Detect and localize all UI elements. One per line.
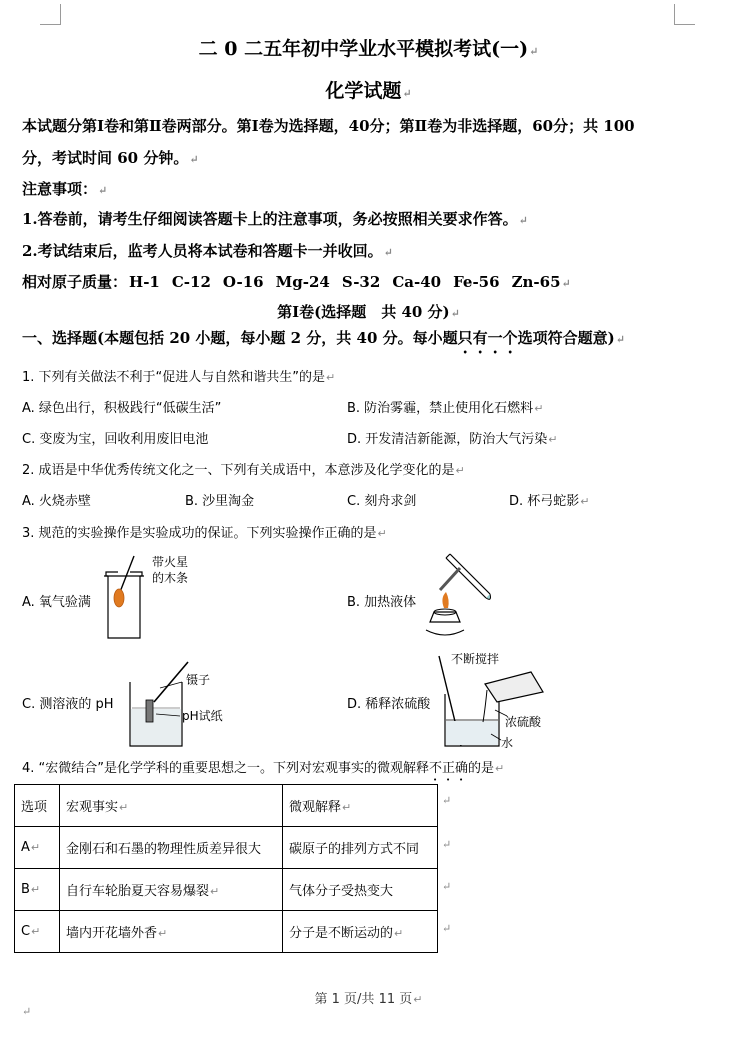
atomic-masses: 相对原子质量： H-1 C-12 O-16 Mg-24 S-32 Ca-40 Fe-56 Zn-65↵: [22, 273, 571, 291]
table-header-row: [15, 785, 438, 827]
paragraph-mark: ↵: [442, 794, 452, 807]
question-3-option-d: D. 稀释浓硫酸: [347, 697, 431, 712]
question-2-option-b: B. 沙里淘金: [185, 494, 255, 509]
atom-mass: Fe-56: [453, 273, 500, 291]
table-cell: B↵: [15, 869, 60, 911]
table-cell: 金刚石和石墨的物理性质差异很大: [60, 827, 283, 869]
paragraph-mark: ↵: [442, 838, 452, 851]
question-3-option-a: A. 氧气验满: [22, 595, 91, 610]
figure-d-label-2: 浓硫酸: [505, 715, 542, 729]
table-cell: 碳原子的排列方式不同: [283, 827, 438, 869]
question-2-stem: 2. 成语是中华优秀传统文化之一、下列有关成语中，本意涉及化学变化的是↵: [22, 463, 465, 478]
intro-line-1: 本试题分第Ⅰ卷和第Ⅱ卷两部分。第Ⅰ卷为选择题，40分；第Ⅱ卷为非选择题，60分；共 100: [22, 117, 635, 135]
notice-item-1: 1.答卷前，请考生仔细阅读答题卡上的注意事项，务必按照相关要求作答。↵: [22, 210, 528, 228]
section-heading: 一、选择题(本题包括 20 小题，每小题 2 分，共 40 分。每小题只有一个选项符合题意)↵: [22, 329, 625, 347]
emphasis-text: 只有一个: [457, 329, 518, 347]
figure-heating-liquid: [420, 550, 500, 642]
paragraph-mark: ↵: [22, 1005, 32, 1018]
atom-mass: Mg-24: [275, 273, 330, 291]
question-3-stem: 3. 规范的实验操作是实验成功的保证。下列实验操作正确的是↵: [22, 526, 387, 541]
table-cell: 自行车轮胎夏天容易爆裂↵: [60, 869, 283, 911]
atom-mass: Zn-65: [511, 273, 561, 291]
exam-subtitle: 化学试题↵: [325, 80, 412, 102]
table-cell: C↵: [15, 911, 60, 953]
table-header-cell: 微观解释↵: [283, 785, 438, 827]
figure-oxygen-test: [100, 548, 210, 642]
figure-dilute-acid: [435, 650, 565, 752]
table-cell: 气体分子受热变大: [283, 869, 438, 911]
atom-mass: S-32: [341, 273, 381, 291]
table-row: [15, 869, 438, 911]
question-2-option-c: C. 刻舟求剑: [347, 494, 417, 509]
paragraph-mark: ↵: [442, 880, 452, 893]
question-2-option-a: A. 火烧赤壁: [22, 494, 91, 509]
atom-mass: O-16: [222, 273, 264, 291]
table-header-cell: 选项: [15, 785, 60, 827]
atom-mass: H-1: [129, 273, 160, 291]
table-row: [15, 911, 438, 953]
figure-c-label-1: 镊子: [186, 673, 211, 687]
table-row: [15, 827, 438, 869]
paragraph-mark: ↵: [442, 922, 452, 935]
notice-title: 注意事项：↵: [22, 180, 108, 198]
page-footer: 第 1 页/共 11 页↵: [314, 992, 423, 1007]
intro-line-2: 分，考试时间 60 分钟。↵: [22, 149, 199, 167]
exam-title: 二 0 二五年初中学业水平模拟考试(一)↵: [198, 38, 539, 60]
question-3-option-c: C. 测溶液的 pH: [22, 697, 114, 712]
emphasis-text: 不正确: [429, 761, 469, 776]
figure-c-label-2: pH试纸: [182, 709, 223, 723]
figure-d-label-1: 不断搅拌: [451, 652, 500, 666]
table-cell: 分子是不断运动的↵: [283, 911, 438, 953]
question-1-option-c: C. 变废为宝，回收利用废旧电池: [22, 432, 209, 447]
figure-ph-test: [120, 656, 240, 756]
table-cell: A↵: [15, 827, 60, 869]
question-1-option-b: B. 防治雾霾，禁止使用化石燃料↵: [347, 401, 544, 416]
question-2-option-d: D. 杯弓蛇影↵: [509, 494, 590, 509]
atom-mass: C-12: [171, 273, 211, 291]
table-header-cell: 宏观事实↵: [60, 785, 283, 827]
question-1-option-a: A. 绿色出行，积极践行“低碳生活”: [22, 401, 222, 416]
figure-a-label-2: 的木条: [152, 571, 189, 585]
volume-title: 第Ⅰ卷(选择题 共 40 分)↵: [277, 303, 460, 321]
question-3-option-b: B. 加热液体: [347, 595, 417, 610]
question-1-stem: 1. 下列有关做法不利于“促进人与自然和谐共生”的是↵: [22, 370, 336, 385]
figure-a-label-1: 带火星: [152, 555, 189, 569]
atomic-masses-label: 相对原子质量：: [22, 273, 128, 291]
corner-mark-top-right: [674, 4, 695, 25]
corner-mark-top-left: [40, 4, 61, 25]
atom-mass: Ca-40: [392, 273, 442, 291]
table-cell: 墙内开花墙外香↵: [60, 911, 283, 953]
question-4-table: [14, 784, 438, 953]
figure-d-label-3: 水: [501, 736, 514, 750]
question-1-option-d: D. 开发清洁新能源，防治大气污染↵: [347, 432, 558, 447]
notice-item-2: 2.考试结束后，监考人员将本试卷和答题卡一并收回。↵: [22, 242, 393, 260]
question-4-stem: 4. “宏微结合”是化学学科的重要思想之一。下列对宏观事实的微观解释不正确的是↵: [22, 761, 505, 776]
